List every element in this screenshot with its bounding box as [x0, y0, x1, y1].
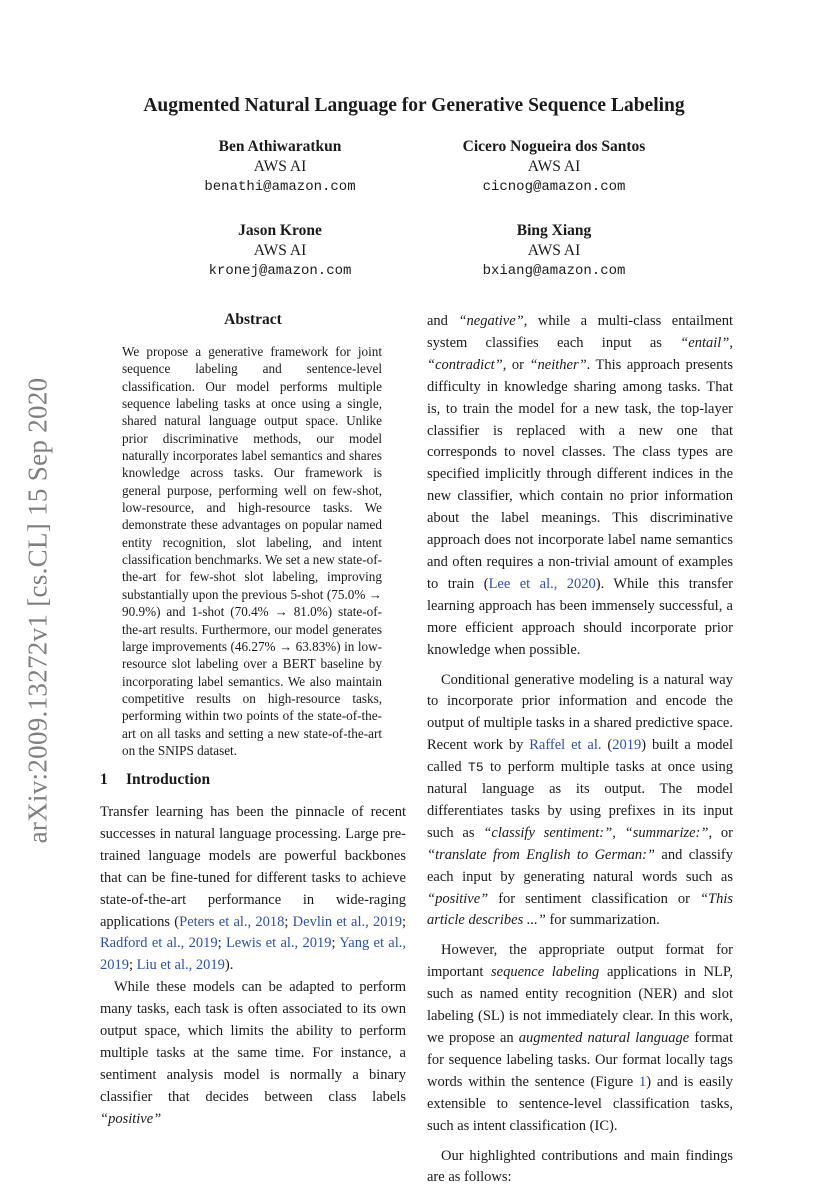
author-affiliation: AWS AI [253, 158, 307, 175]
author-block [394, 137, 714, 197]
author-email: bxiang@amazon.com [482, 263, 626, 279]
paragraph: However, the appropriate output format for important sequence labeling applications in NLP, such as named entity recognition (NER) and slot labeling (SL) is not immediately clear. In this work, we propose an augmented natural language format for sequence labeling tasks. Our format locally tags words within the sentence (Figure 1) and is easily extensible to sentence-level classification tasks, such as intent classification (IC). [427, 942, 733, 1134]
citation-link[interactable]: Radford et al., 2019 [100, 935, 218, 952]
paper-title: Augmented Natural Language for Generative Sequence Labeling [143, 95, 685, 116]
paragraph: While these models can be adapted to perform many tasks, each task is often associated to its own output space, which limits the ability to perform multiple tasks at the same time. For instance, a sentiment analysis model is normally a binary classifier that decides between class labels “positive” [100, 979, 406, 1127]
citation-link[interactable]: Yang et al., 2019 [100, 935, 406, 974]
author-name: Cicero Nogueira dos Santos [462, 138, 646, 155]
citation-link[interactable]: Lewis et al., 2019 [225, 935, 332, 952]
section-number: 1 [100, 771, 108, 788]
author-email: cicnog@amazon.com [482, 179, 626, 195]
author-name: Ben Athiwaratkun [218, 138, 342, 155]
author-block [120, 221, 440, 281]
left-column [100, 802, 406, 1131]
author-name: Bing Xiang [516, 222, 592, 239]
arxiv-identifier: arXiv:2009.13272v1 [cs.CL] 15 Sep 2020 [22, 377, 53, 843]
citation-link[interactable]: Liu et al., 2019 [136, 957, 225, 974]
paragraph: and “negative”, while a multi-class entailment system classifies each input as “entail”, “contradict”, or “neither”. This approach presents difficulty in knowledge sharing among tasks. That is, to train the model for a new task, the top-layer classifier is replaced with a new one that corresponds to novel classes. The class types are specified implicitly through different indices in the new classifier, which contain no prior information about the label meanings. This discriminative approach does not incorporate label name semantics and often requires a non-trivial amount of examples to train (Lee et al., 2020). While this transfer learning approach has been immensely successful, a more efficient approach should incorporate prior knowledge when possible. [427, 313, 734, 658]
figure-reference-link[interactable]: 1 [638, 1073, 647, 1090]
author-affiliation: AWS AI [527, 242, 581, 259]
author-email: benathi@amazon.com [204, 179, 356, 195]
paragraph: Conditional generative modeling is a natural way to incorporate prior information and encode the output of multiple tasks in a shared predictive space. Recent work by Raffel et al. (2019) built a model called T5 to perform multiple tasks at once using natural language as its output. The model differentiates tasks by using prefixes in its input such as “classify sentiment:”, “summarize:”, or “translate from English to German:” and classify each input by generating natural words such as “positive” for sentiment classification or “This article describes ...” for summarization. [427, 671, 733, 929]
paragraph: Transfer learning has been the pinnacle of recent successes in natural language processing. Large pre-trained language models are powerful backbones that can be fine-tuned for different tasks to achieve state-of-the-art performance in wide-raging applications (Peters et al., 2018; Devlin et al., 2019; Radford et al., 2019; Lewis et al., 2019; Yang et al., 2019; Liu et al., 2019). [100, 804, 406, 974]
citation-link[interactable]: Raffel et al. [529, 737, 602, 754]
paragraph: Our highlighted contributions and main findings are as follows: [427, 1147, 733, 1186]
author-name: Jason Krone [238, 222, 322, 239]
author-affiliation: AWS AI [527, 158, 581, 175]
abstract-heading: Abstract [224, 311, 282, 328]
section-title: Introduction [126, 771, 211, 788]
right-column [427, 311, 733, 1189]
citation-link[interactable]: Lee et al., 2020 [488, 575, 596, 592]
author-block [120, 137, 440, 197]
author-affiliation: AWS AI [253, 242, 307, 259]
citation-link[interactable]: Peters et al., 2018 [179, 913, 285, 930]
abstract-text: We propose a generative framework for joint sequence labeling and sentence-level classification. Our model performs multiple sequence labeling tasks at once using a single, shared natural language output space. Unlike prior discriminative methods, our model naturally incorporates label semantics and shares knowledge across tasks. Our framework is general purpose, performing well on few-shot, low-resource, and high-resource tasks. We demonstrate these advantages on popular named entity recognition, slot labeling, and intent classification benchmarks. We set a new state-of-the-art for few-shot slot labeling, improving substantially upon the previous 5-shot (75.0% → 90.9%) and 1-shot (70.4% → 81.0%) state-of-the-art results. Furthermore, our model generates large improvements (46.27% → 63.83%) in low-resource slot labeling over a BERT baseline by incorporating label semantics. We also maintain competitive results on high-resource tasks, performing within two points of the state-of-the-art on all tasks and setting a new state-of-the-art on the SNIPS dataset. [122, 344, 382, 758]
author-block [394, 221, 714, 281]
author-email: kronej@amazon.com [208, 263, 352, 279]
citation-link[interactable]: 2019 [612, 737, 642, 754]
citation-link[interactable]: Devlin et al., 2019 [292, 913, 402, 930]
section-heading [100, 771, 210, 789]
